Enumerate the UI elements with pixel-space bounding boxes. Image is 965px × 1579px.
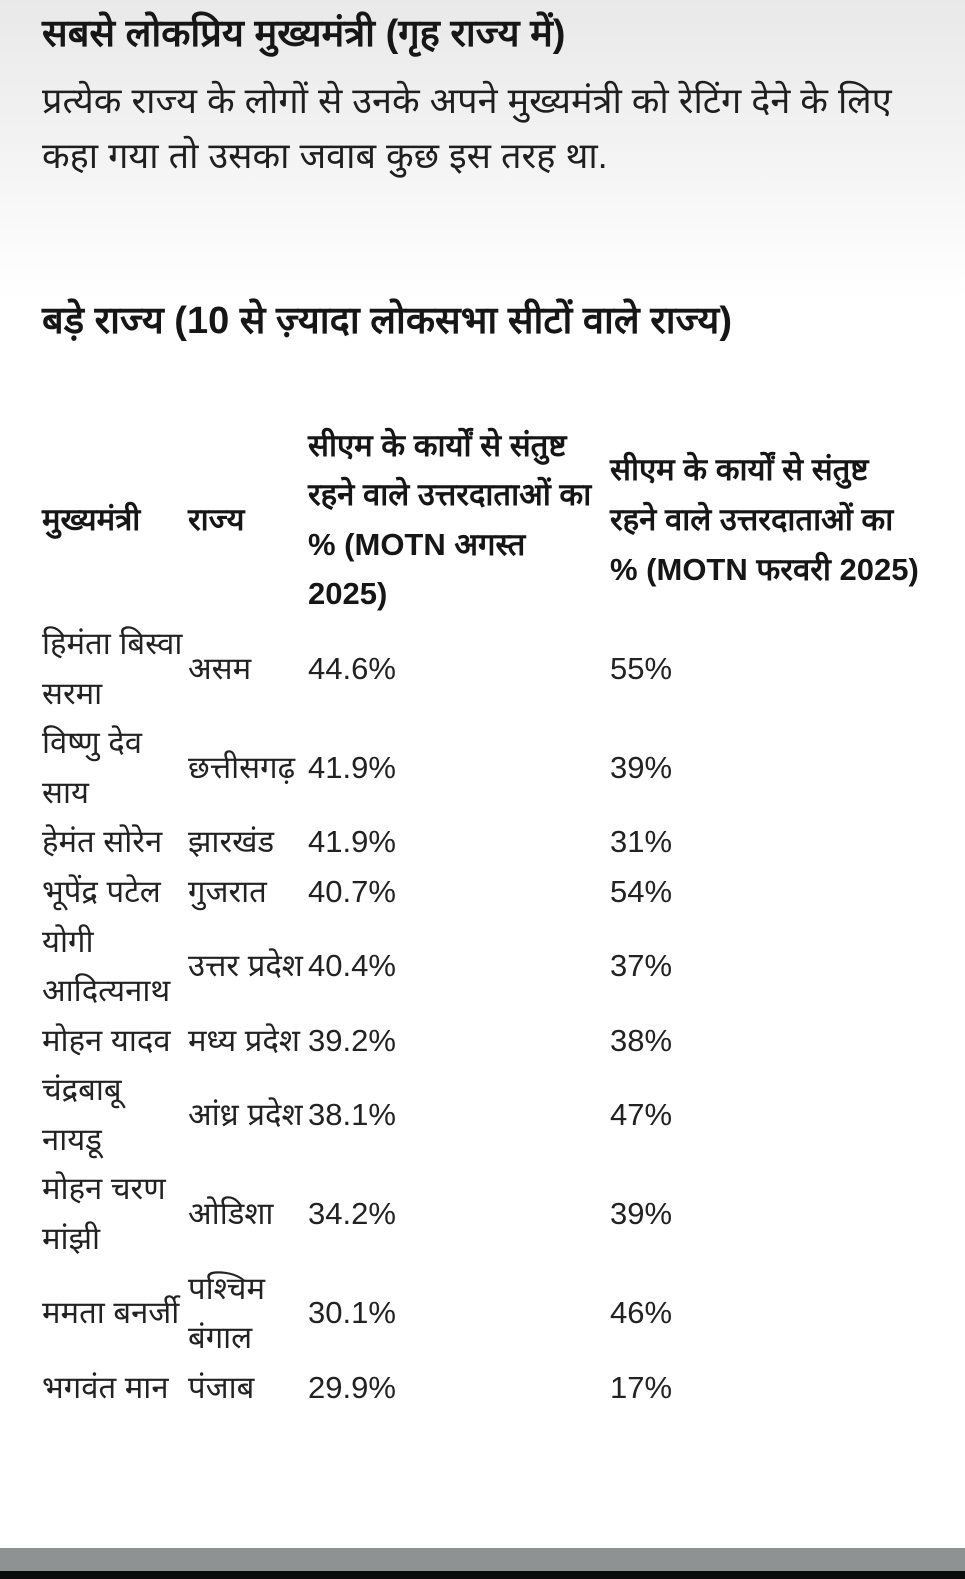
cm-name-cell: मोहन चरण मांझी — [42, 1171, 166, 1257]
section-heading: बड़े राज्य (10 से ज़्यादा लोकसभा सीटों वाले राज्य) — [42, 300, 733, 343]
aug-2025-value-cell: 41.9% — [308, 749, 396, 785]
cm-name-cell: भगवंत मान — [42, 1369, 169, 1405]
state-cell: मध्य प्रदेश — [188, 1022, 300, 1058]
cm-name-cell: ममता बनर्जी — [42, 1295, 180, 1331]
table-row — [42, 619, 922, 718]
bottom-edge-bar — [0, 1571, 965, 1579]
bottom-overlay-bar — [0, 1548, 965, 1571]
column-header-aug-2025: सीएम के कार्यों से संतुष्ट रहने वाले उत्तरदाताओं का % (MOTN अगस्त 2025) — [308, 427, 592, 612]
state-cell: झारखंड — [188, 824, 275, 860]
cm-name-cell: योगी आदित्यनाथ — [42, 923, 171, 1009]
column-header-state: राज्य — [188, 501, 245, 537]
table-row — [42, 1065, 922, 1164]
state-cell: छत्तीसगढ़ — [188, 749, 296, 785]
cm-name-cell: हिमंता बिस्वा सरमा — [42, 625, 183, 711]
feb-2025-value-cell: 47% — [610, 1097, 673, 1133]
cm-name-cell: भूपेंद्र पटेल — [42, 873, 161, 909]
aug-2025-value-cell: 30.1% — [308, 1295, 396, 1331]
aug-2025-value-cell: 39.2% — [308, 1022, 396, 1058]
table-row — [42, 867, 922, 917]
cm-name-cell: मोहन यादव — [42, 1022, 171, 1058]
aug-2025-value-cell: 38.1% — [308, 1097, 396, 1133]
table-row — [42, 718, 922, 817]
feb-2025-value-cell: 37% — [610, 948, 673, 984]
table-row — [42, 817, 922, 867]
table-row — [42, 1363, 922, 1413]
feb-2025-value-cell: 54% — [610, 873, 673, 909]
column-header-feb-2025: सीएम के कार्यों से संतुष्ट रहने वाले उत्तरदाताओं का % (MOTN फरवरी 2025) — [610, 452, 919, 587]
table-row — [42, 1016, 922, 1066]
feb-2025-value-cell: 55% — [610, 650, 673, 686]
feb-2025-value-cell: 39% — [610, 1196, 673, 1232]
table-header-row — [42, 421, 922, 619]
feb-2025-value-cell: 31% — [610, 824, 673, 860]
state-cell: उत्तर प्रदेश — [188, 948, 303, 984]
table-row — [42, 1164, 922, 1263]
aug-2025-value-cell: 40.4% — [308, 948, 396, 984]
state-cell: गुजरात — [188, 873, 267, 909]
feb-2025-value-cell: 38% — [610, 1022, 673, 1058]
intro-text: प्रत्येक राज्य के लोगों से उनके अपने मुख्यमंत्री को रेटिंग देने के लिए कहा गया तो उसका जवाब कुछ इस तरह था. — [42, 79, 892, 176]
aug-2025-value-cell: 34.2% — [308, 1196, 396, 1232]
cm-ratings-table — [42, 421, 922, 1413]
cm-name-cell: चंद्रबाबू नायडू — [42, 1072, 122, 1157]
page-title: सबसे लोकप्रिय मुख्यमंत्री (गृह राज्य में) — [42, 13, 566, 55]
aug-2025-value-cell: 44.6% — [308, 650, 396, 686]
state-cell: ओडिशा — [188, 1196, 274, 1232]
state-cell: आंध्र प्रदेश — [188, 1097, 303, 1133]
table-row — [42, 917, 922, 1016]
feb-2025-value-cell: 17% — [610, 1369, 673, 1405]
feb-2025-value-cell: 39% — [610, 749, 673, 785]
cm-name-cell: हेमंत सोरेन — [42, 824, 163, 860]
aug-2025-value-cell: 29.9% — [308, 1369, 396, 1405]
feb-2025-value-cell: 46% — [610, 1295, 673, 1331]
state-cell: पंजाब — [188, 1369, 255, 1405]
state-cell: असम — [188, 650, 252, 686]
cm-name-cell: विष्णु देव साय — [42, 725, 142, 810]
column-header-cm: मुख्यमंत्री — [42, 501, 141, 537]
table-row — [42, 1264, 922, 1363]
aug-2025-value-cell: 40.7% — [308, 873, 396, 909]
aug-2025-value-cell: 41.9% — [308, 824, 396, 860]
state-cell: पश्चिम बंगाल — [188, 1270, 266, 1356]
